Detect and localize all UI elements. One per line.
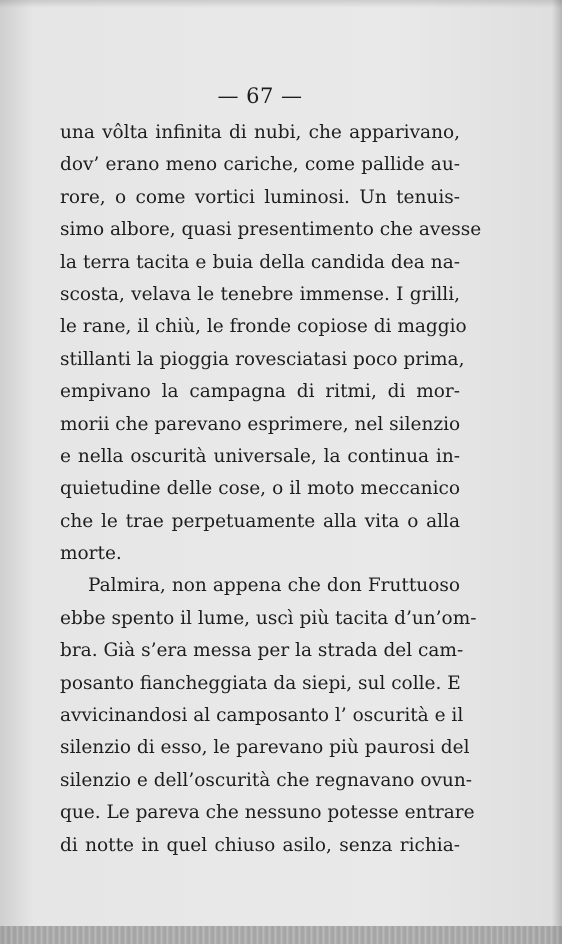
page-number: — 67 — <box>217 84 303 108</box>
text-line: stillanti la pioggia rovesciatasi poco prima, <box>60 348 465 370</box>
text-line: rore, o come vortici luminosi. Un tenuis- <box>60 186 460 208</box>
text-line: le rane, il chiù, le fronde copiose di maggio <box>60 316 467 338</box>
text-line: scosta, velava le tenebre immense. I grilli, <box>60 283 460 305</box>
text-line: di notte in quel chiuso asilo, senza richia- <box>60 834 460 856</box>
text-line: morii che parevano esprimere, nel silenzio <box>60 413 461 435</box>
text-line: silenzio e dell’oscurità che regnavano ovun- <box>60 769 472 791</box>
text-line: silenzio di esso, le parevano più paurosi del <box>60 737 470 759</box>
text-line: avvicinandosi al camposanto l’ oscurità e il <box>60 705 464 727</box>
text-line: ebbe spento il lume, uscì più tacita d’un’om- <box>60 607 477 629</box>
text-line: e nella oscurità universale, la continua in- <box>60 445 460 467</box>
page-bottom-edge <box>0 926 562 944</box>
text-line: che le trae perpetuamente alla vita o alla <box>60 510 460 532</box>
text-line: posanto fiancheggiata da siepi, sul colle. E <box>60 672 461 694</box>
body-text <box>60 117 482 862</box>
page-top-shadow <box>0 0 562 8</box>
text-line: simo albore, quasi presentimento che avesse <box>60 219 482 241</box>
text-line: empivano la campagna di ritmi, di mor- <box>60 381 460 403</box>
text-line: una vôlta infinita di nubi, che apparivano, <box>60 122 460 143</box>
text-line: bra. Già s’era messa per la strada del cam- <box>60 640 464 662</box>
page-right-shadow <box>552 0 562 944</box>
paragraph-end-line: morte. <box>60 543 122 565</box>
paragraph-start-line: Palmira, non appena che don Fruttuoso <box>88 575 460 597</box>
text-line: que. Le pareva che nessuno potesse entrare <box>60 802 475 824</box>
text-line: dov’ erano meno cariche, come pallide au- <box>60 154 460 176</box>
text-line: quietudine delle cose, o il moto meccanico <box>60 478 460 500</box>
text-line: la terra tacita e buia della candida dea na- <box>60 251 460 273</box>
